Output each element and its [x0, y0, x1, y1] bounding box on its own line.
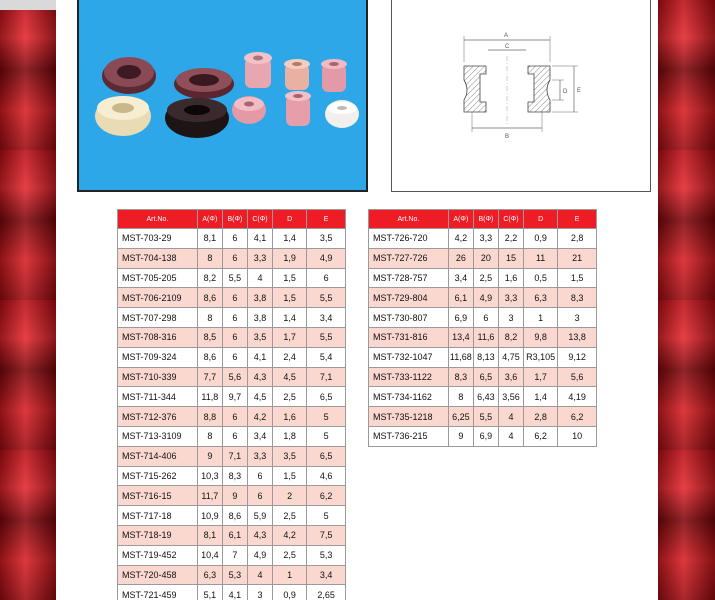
- b-header: B(Φ): [473, 210, 498, 229]
- c-cell: 3,4: [247, 426, 272, 446]
- art-no-cell: MST-716-15: [118, 486, 198, 506]
- table-row: [118, 327, 346, 347]
- e-header: E: [558, 210, 597, 229]
- a-header: A(Φ): [448, 210, 473, 229]
- c-cell: 3,3: [247, 248, 272, 268]
- c-cell: 3,3: [498, 288, 523, 308]
- table-row: [118, 308, 346, 328]
- e-cell: 4,9: [307, 248, 346, 268]
- d-cell: 2,8: [524, 407, 558, 427]
- c-cell: 2,2: [498, 229, 523, 249]
- table-row: [118, 407, 346, 427]
- b-cell: 6: [473, 308, 498, 328]
- table-row: [369, 229, 597, 249]
- c-cell: 4,1: [247, 229, 272, 249]
- d-cell: 1: [273, 565, 307, 585]
- d-cell: 1,7: [524, 367, 558, 387]
- e-cell: 5,5: [307, 288, 346, 308]
- d-cell: R3,105: [524, 347, 558, 367]
- art-no-cell: MST-727-726: [369, 248, 449, 268]
- c-cell: 6: [247, 486, 272, 506]
- d-cell: 2,5: [273, 545, 307, 565]
- art-no-cell: MST-711-344: [118, 387, 198, 407]
- b-cell: 5,6: [222, 367, 247, 387]
- e-cell: 9,12: [558, 347, 597, 367]
- art-no-cell: MST-731-816: [369, 327, 449, 347]
- b-cell: 5,3: [222, 565, 247, 585]
- header-row: [369, 210, 597, 229]
- header-row: [118, 210, 346, 229]
- b-cell: 8,3: [222, 466, 247, 486]
- e-cell: 7,5: [307, 525, 346, 545]
- table-header: [118, 210, 346, 229]
- table-row: [118, 229, 346, 249]
- d-header: D: [524, 210, 558, 229]
- c-cell: 1,6: [498, 268, 523, 288]
- art-no-cell: MST-728-757: [369, 268, 449, 288]
- d-cell: 1,5: [273, 466, 307, 486]
- b-cell: 6: [222, 426, 247, 446]
- b-cell: 6: [222, 407, 247, 427]
- b-cell: 6: [222, 308, 247, 328]
- b-cell: 5,5: [473, 407, 498, 427]
- d-cell: 1,7: [273, 327, 307, 347]
- table-row: [118, 387, 346, 407]
- c-cell: 4: [498, 407, 523, 427]
- d-cell: 6,2: [524, 426, 558, 446]
- a-cell: 3,4: [448, 268, 473, 288]
- c-cell: 4,9: [247, 545, 272, 565]
- b-cell: 3,3: [473, 229, 498, 249]
- e-cell: 4,19: [558, 387, 597, 407]
- c-cell: 3: [498, 308, 523, 328]
- d-cell: 2: [273, 486, 307, 506]
- a-cell: 9: [197, 446, 222, 466]
- b-cell: 6: [222, 288, 247, 308]
- d-cell: 1,5: [273, 268, 307, 288]
- art-no-cell: MST-712-376: [118, 407, 198, 427]
- table-row: [118, 486, 346, 506]
- table-row: [118, 466, 346, 486]
- c-header: C(Φ): [247, 210, 272, 229]
- e-header: E: [307, 210, 346, 229]
- e-cell: 5,5: [307, 327, 346, 347]
- b-cell: 7: [222, 545, 247, 565]
- table-row: [369, 308, 597, 328]
- e-cell: 6,5: [307, 446, 346, 466]
- d-cell: 1,9: [273, 248, 307, 268]
- d-cell: 0,9: [524, 229, 558, 249]
- d-cell: 9,8: [524, 327, 558, 347]
- d-cell: 1,6: [273, 407, 307, 427]
- c-cell: 15: [498, 248, 523, 268]
- b-cell: 6: [222, 229, 247, 249]
- b-cell: 6,9: [473, 426, 498, 446]
- c-cell: 3,8: [247, 288, 272, 308]
- d-cell: 1,4: [273, 308, 307, 328]
- table-row: [369, 327, 597, 347]
- c-cell: 4,5: [247, 387, 272, 407]
- art-no-cell: MST-730-807: [369, 308, 449, 328]
- label-c: C: [505, 44, 510, 50]
- c-cell: 3,6: [498, 367, 523, 387]
- label-b: B: [505, 134, 510, 140]
- a-cell: 8,1: [197, 229, 222, 249]
- b-cell: 11,6: [473, 327, 498, 347]
- art-no-cell: MST-707-298: [118, 308, 198, 328]
- a-cell: 8,6: [197, 347, 222, 367]
- d-cell: 4,5: [273, 367, 307, 387]
- table-row: [118, 347, 346, 367]
- b-cell: 6,1: [222, 525, 247, 545]
- e-cell: 2,8: [558, 229, 597, 249]
- b-cell: 5,5: [222, 268, 247, 288]
- e-cell: 3: [558, 308, 597, 328]
- table-row: [369, 367, 597, 387]
- art-no-cell: MST-717-18: [118, 506, 198, 526]
- c-cell: 3: [247, 585, 272, 600]
- art-no-cell: MST-735-1218: [369, 407, 449, 427]
- d-header: D: [273, 210, 307, 229]
- d-cell: 1,5: [273, 288, 307, 308]
- a-cell: 6,3: [197, 565, 222, 585]
- table-row: [369, 426, 597, 446]
- d-cell: 2,4: [273, 347, 307, 367]
- e-cell: 7,1: [307, 367, 346, 387]
- e-cell: 3,4: [307, 308, 346, 328]
- c-cell: 4,2: [247, 407, 272, 427]
- table-row: [118, 506, 346, 526]
- e-cell: 5: [307, 426, 346, 446]
- a-cell: 11,7: [197, 486, 222, 506]
- b-cell: 6: [222, 248, 247, 268]
- d-cell: 1: [524, 308, 558, 328]
- a-cell: 8: [197, 308, 222, 328]
- table-row: [118, 248, 346, 268]
- a-cell: 8: [197, 426, 222, 446]
- art-no-cell: MST-710-339: [118, 367, 198, 387]
- table-row: [369, 268, 597, 288]
- art-no-cell: MST-715-262: [118, 466, 198, 486]
- a-cell: 8,5: [197, 327, 222, 347]
- label-a: A: [504, 33, 509, 39]
- a-header: A(Φ): [197, 210, 222, 229]
- e-cell: 13,8: [558, 327, 597, 347]
- a-cell: 10,4: [197, 545, 222, 565]
- art-no-cell: MST-719-452: [118, 545, 198, 565]
- art-no-cell: MST-732-1047: [369, 347, 449, 367]
- e-cell: 6,2: [307, 486, 346, 506]
- b-cell: 9: [222, 486, 247, 506]
- b-cell: 4,9: [473, 288, 498, 308]
- c-cell: 3,5: [247, 327, 272, 347]
- art-no-cell: MST-718-19: [118, 525, 198, 545]
- b-cell: 8,6: [222, 506, 247, 526]
- table-row: [118, 268, 346, 288]
- table-header: [369, 210, 597, 229]
- c-cell: 4: [247, 565, 272, 585]
- c-cell: 4,3: [247, 367, 272, 387]
- c-cell: 8,2: [498, 327, 523, 347]
- art-no-cell: MST-726-720: [369, 229, 449, 249]
- b-cell: 6,43: [473, 387, 498, 407]
- d-cell: 0,9: [273, 585, 307, 600]
- a-cell: 4,2: [448, 229, 473, 249]
- a-cell: 8: [448, 387, 473, 407]
- e-cell: 3,5: [307, 229, 346, 249]
- a-cell: 9: [448, 426, 473, 446]
- a-cell: 8,1: [197, 525, 222, 545]
- a-cell: 6,9: [448, 308, 473, 328]
- table-row: [118, 545, 346, 565]
- e-cell: 5: [307, 506, 346, 526]
- table-row: [369, 248, 597, 268]
- a-cell: 8,6: [197, 288, 222, 308]
- b-cell: 2,5: [473, 268, 498, 288]
- e-cell: 2,65: [307, 585, 346, 600]
- art-no-cell: MST-703-29: [118, 229, 198, 249]
- a-cell: 11,68: [448, 347, 473, 367]
- right-decorative-band: [658, 0, 715, 600]
- d-cell: 2,5: [273, 506, 307, 526]
- b-cell: 4,1: [222, 585, 247, 600]
- art-no-cell: MST-733-1122: [369, 367, 449, 387]
- e-cell: 1,5: [558, 268, 597, 288]
- c-cell: 3,3: [247, 446, 272, 466]
- d-cell: 1,4: [524, 387, 558, 407]
- table-row: [118, 525, 346, 545]
- a-cell: 7,7: [197, 367, 222, 387]
- art-no-cell: MST-736-215: [369, 426, 449, 446]
- c-cell: 5,9: [247, 506, 272, 526]
- art-no-cell: MST-721-459: [118, 585, 198, 600]
- table-row: [118, 585, 346, 600]
- c-cell: 3,8: [247, 308, 272, 328]
- b-cell: 6: [222, 327, 247, 347]
- c-cell: 6: [247, 466, 272, 486]
- a-cell: 8,8: [197, 407, 222, 427]
- e-cell: 3,4: [307, 565, 346, 585]
- c-cell: 4,3: [247, 525, 272, 545]
- art-no-cell: MST-709-324: [118, 347, 198, 367]
- d-cell: 11: [524, 248, 558, 268]
- a-cell: 6,1: [448, 288, 473, 308]
- c-cell: 4: [498, 426, 523, 446]
- c-cell: 4,75: [498, 347, 523, 367]
- e-cell: 5: [307, 407, 346, 427]
- table-row: [118, 426, 346, 446]
- c-cell: 4: [247, 268, 272, 288]
- table-row: [118, 367, 346, 387]
- a-cell: 10,9: [197, 506, 222, 526]
- a-cell: 5,1: [197, 585, 222, 600]
- e-cell: 5,4: [307, 347, 346, 367]
- spec-table-right: [368, 209, 597, 447]
- table-row: [369, 387, 597, 407]
- e-cell: 8,3: [558, 288, 597, 308]
- e-cell: 21: [558, 248, 597, 268]
- table-row: [369, 347, 597, 367]
- art-no-header: Art.No.: [369, 210, 449, 229]
- art-no-cell: MST-734-1162: [369, 387, 449, 407]
- e-cell: 6: [307, 268, 346, 288]
- table-body: [369, 229, 597, 447]
- b-cell: 8,13: [473, 347, 498, 367]
- d-cell: 2,5: [273, 387, 307, 407]
- e-cell: 5,3: [307, 545, 346, 565]
- art-no-cell: MST-706-2109: [118, 288, 198, 308]
- left-decorative-band: [0, 0, 56, 600]
- c-cell: 3,56: [498, 387, 523, 407]
- art-no-cell: MST-729-804: [369, 288, 449, 308]
- b-cell: 9,7: [222, 387, 247, 407]
- spec-table-left: [117, 209, 346, 600]
- art-no-cell: MST-705-205: [118, 268, 198, 288]
- art-no-cell: MST-714-406: [118, 446, 198, 466]
- art-no-cell: MST-704-138: [118, 248, 198, 268]
- d-cell: 6,3: [524, 288, 558, 308]
- table-row: [118, 565, 346, 585]
- d-cell: 3,5: [273, 446, 307, 466]
- a-cell: 8: [197, 248, 222, 268]
- e-cell: 5,6: [558, 367, 597, 387]
- e-cell: 6,2: [558, 407, 597, 427]
- a-cell: 6,25: [448, 407, 473, 427]
- e-cell: 10: [558, 426, 597, 446]
- e-cell: 4,6: [307, 466, 346, 486]
- a-cell: 11,8: [197, 387, 222, 407]
- a-cell: 10,3: [197, 466, 222, 486]
- a-cell: 13,4: [448, 327, 473, 347]
- art-no-cell: MST-708-316: [118, 327, 198, 347]
- table-row: [369, 407, 597, 427]
- e-cell: 6,5: [307, 387, 346, 407]
- label-d: D: [563, 89, 568, 95]
- b-cell: 20: [473, 248, 498, 268]
- b-header: B(Φ): [222, 210, 247, 229]
- d-cell: 1,4: [273, 229, 307, 249]
- a-cell: 8,3: [448, 367, 473, 387]
- d-cell: 0,5: [524, 268, 558, 288]
- d-cell: 1,8: [273, 426, 307, 446]
- ceramic-eyelets-illustration: [79, 0, 368, 192]
- table-row: [118, 288, 346, 308]
- art-no-cell: MST-713-3109: [118, 426, 198, 446]
- c-cell: 4,1: [247, 347, 272, 367]
- product-photo: [77, 0, 368, 192]
- label-e: E: [577, 88, 582, 94]
- table-row: [118, 446, 346, 466]
- b-cell: 6: [222, 347, 247, 367]
- b-cell: 6,5: [473, 367, 498, 387]
- table-row: [369, 288, 597, 308]
- eyelet-cross-section-drawing: [392, 0, 652, 192]
- technical-drawing: [391, 0, 651, 192]
- d-cell: 4,2: [273, 525, 307, 545]
- c-header: C(Φ): [498, 210, 523, 229]
- table-body: [118, 229, 346, 600]
- art-no-cell: MST-720-458: [118, 565, 198, 585]
- a-cell: 26: [448, 248, 473, 268]
- art-no-header: Art.No.: [118, 210, 198, 229]
- a-cell: 8,2: [197, 268, 222, 288]
- b-cell: 7,1: [222, 446, 247, 466]
